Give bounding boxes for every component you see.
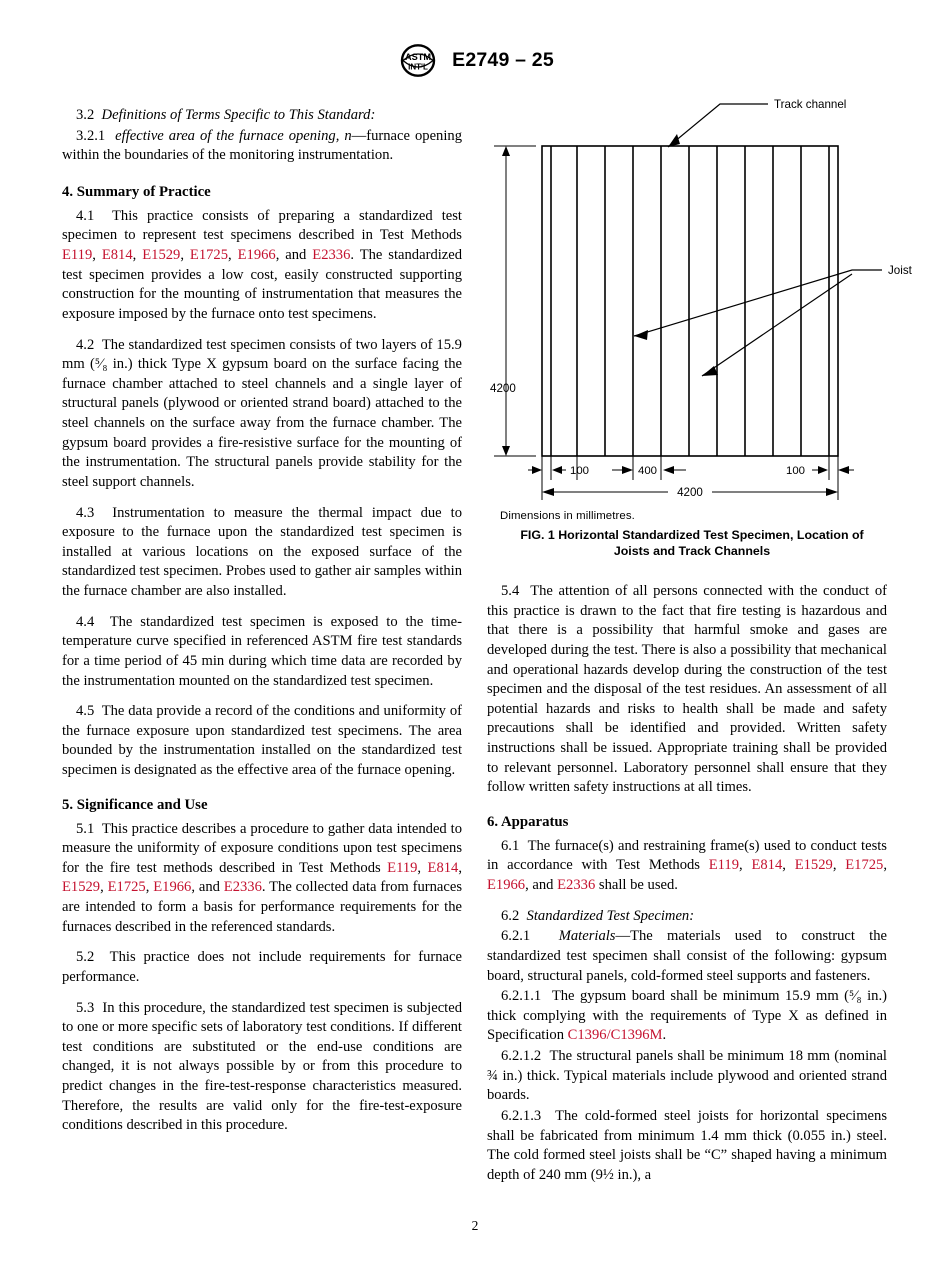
clause-5-1-number: 5.1 [76,820,95,837]
clause-5-1-text-b: . The collected data from furnaces are intended to form a basis for performance requirements for the furnaces described in the referenced standards. [62,879,463,935]
ref-e2336[interactable]: E2336 [312,247,351,264]
clause-4-4 [62,613,462,692]
svg-text:ASTM: ASTM [405,52,432,62]
figure-dim-spacing: 400 [638,465,658,477]
clause-4-3-number: 4.3 [76,504,95,521]
ref-e814[interactable]: E814 [751,857,783,874]
figure-1 [472,88,912,560]
clause-5-2-number: 5.2 [76,949,95,966]
clause-6-2-1-1 [487,987,887,1046]
clause-5-4-number: 5.4 [501,583,520,599]
clause-6-2-1-number: 6.2.1 [501,928,531,945]
ref-e119[interactable]: E119 [387,859,418,876]
figure-dim-height: 4200 [490,382,516,395]
clause-6-2 [487,907,887,927]
ref-e814[interactable]: E814 [427,859,459,876]
clause-3-2-1 [62,127,462,166]
figure-caption [486,527,898,560]
clause-5-1: 5.1 This practice describes a procedure to gather data intended to measure the uniformity of exposure conditions upon test specimens for the fire test methods described in Test Methods E119, E814, E1529, E1725, E1966, and E2336. The collected data from furnaces are intended to form a basis for performance requirements for the furnaces described in the referenced standards. [62,820,463,935]
figure-1-drawing [472,88,912,508]
clause-6-2-1-term: Materials [558,928,616,945]
clause-6-2-1-1-number: 6.2.1.1 [501,988,542,1005]
standard-designation: E2749 – 25 [452,49,554,71]
clause-6-1-text-a: The furnace(s) and restraining frame(s) used to conduct tests in accordance with Test Methods [487,837,887,874]
clause-4-5-number: 4.5 [76,703,95,720]
page-number: 2 [471,1218,479,1233]
clause-4-1-text-a: This practice consists of preparing a standardized test specimen to represent test specimens described in Test Methods [62,207,462,244]
left-column [62,106,462,1137]
figure-dim-width: 4200 [677,486,703,499]
clause-6-2-1-1-text-b: . [662,1027,667,1044]
svg-text:INT'L: INT'L [408,62,428,72]
clause-6-1-number: 6.1 [501,837,520,854]
ref-e2336[interactable]: E2336 [557,877,596,894]
clause-6-1-text-b: shall be used. [595,877,678,894]
clause-3-2 [62,106,462,126]
heading-significance-and-use: 5. Significance and Use [62,796,208,813]
clause-4-4-text: The standardized test specimen is exposed to the time-temperature curve specified in referenced ASTM fire test standards for a time period of 45 min during which time data are recorded by the instrumentation mounted on the standardized test specimen. [62,613,462,689]
figure-caption-line-1: FIG. 1 Horizontal Standardized Test Specimen, Location of [520,528,864,542]
ref-e1529[interactable]: E1529 [62,879,101,896]
clause-6-1: 6.1 The furnace(s) and restraining frame(s) used to conduct tests in accordance with Test Methods E119, E814, E1529, E1725, E1966, and E2336 shall be used. [487,837,888,894]
figure-label-joist: Joist [888,264,912,277]
clause-6-2-1-2-text: The structural panels shall be minimum 18 mm (nominal ¾ in.) thick. Typical materials include plywood and oriented strand boards. [487,1048,887,1104]
clause-6-2-1-3-text: The cold-formed steel joists for horizontal specimens shall be fabricated from minimum 1.4 mm thick (0.055 in.) steel. The cold formed steel joists shall be “C” shaped having a minimum depth of 240 mm (9½ in.), a [487,1107,887,1183]
figure-label-track-channel: Track channel [774,98,847,111]
ref-e2336[interactable]: E2336 [223,879,262,896]
clause-5-1-text-a: This practice describes a procedure to gather data intended to measure the uniformity of exposure conditions upon test specimens for the fire test methods described in Test Methods [62,820,462,876]
heading-apparatus: 6. Apparatus [487,813,569,830]
clause-6-2-1-2 [487,1047,887,1106]
ref-e119[interactable]: E119 [62,247,93,264]
ref-e1725[interactable]: E1725 [107,879,146,896]
clause-5-3-text: In this procedure, the standardized test specimen is subjected to one or more specific sets of laboratory test conditions. If different test conditions are substituted or the end-use conditions are changed, it is not always possible by or from this procedure to predict changes in the fire-test-response characteristics measured. Therefore, the results are valid only for the fire-test-exposure conditions described in this procedure. [62,999,463,1134]
clause-4-5-text: The data provide a record of the conditions and uniformity of the furnace exposure upon standardized test specimens. The area bounded by the instrumentation installed on the standardized test specimen is designated as the effective area of the furnace opening. [62,703,462,779]
clause-6-2-1-3 [487,1107,887,1186]
clause-6-2-1-3-number: 6.2.1.3 [501,1107,542,1124]
ref-e1966[interactable]: E1966 [487,877,526,894]
clause-5-4 [487,582,887,798]
clause-3-2-1-number: 3.2.1 [76,127,106,144]
clause-5-3 [62,999,462,1136]
clause-4-1-text-b: . The standardized test specimen provides a low cost, easily constructed supporting construction for the mounting of instrumentation that measures the exposure imposed by the furnace onto test specimens. [62,247,463,322]
ref-e1966[interactable]: E1966 [153,879,192,896]
clause-5-3-number: 5.3 [76,999,95,1016]
clause-6-2-1-1-text-a: The gypsum board shall be minimum 15.9 mm (⁵⁄₈ in.) thick complying with the requirements of Type X as defined in Specification [487,988,887,1044]
clause-4-3-text: Instrumentation to measure the thermal impact due to exposure to the furnace upon the standardized test specimen is installed at various locations on the exposed surface of the standardized test specimen. Probes used to gather air samples within the furnace chamber are also installed. [62,504,462,600]
ref-e1966[interactable]: E1966 [237,247,276,264]
figure-caption-line-2: Joists and Track Channels [613,544,771,559]
clause-5-2-text: This practice does not include requirements for furnace performance. [62,949,462,985]
clause-4-1-number: 4.1 [76,207,95,224]
clause-6-2-title: Standardized Test Specimen: [526,907,695,924]
heading-summary-of-practice: 4. Summary of Practice [62,183,211,200]
ref-e119[interactable]: E119 [708,857,740,874]
clause-4-1: 4.1 This practice consists of preparing a standardized test specimen to represent test specimens described in Test Methods E119, E814, E1529, E1725, E1966, and E2336. The standardized test specimen provides a low cost, easily constructed supporting construction for the mounting of instrumentation that measures the exposure imposed by the furnace onto test specimens. [62,207,463,322]
clause-3-2-title: Definitions of Terms Specific to This Standard: [101,107,376,123]
figure-dim-left-edge: 100 [570,465,590,477]
clause-3-2-1-term: effective area of the furnace opening, n [115,127,352,144]
clause-6-2-1-body: —The materials used to construct the standardized test specimen shall consist of the following: gypsum board, structural panels, cold-formed steel supports and fasteners. [487,928,888,984]
clause-6-2-1 [487,927,887,986]
page-header [0,44,950,77]
ref-e814[interactable]: E814 [101,247,133,264]
right-column [487,582,887,1186]
clause-4-3 [62,504,462,602]
figure-note: Dimensions in millimetres. [500,510,635,522]
ref-e1529[interactable]: E1529 [142,247,181,264]
clause-6-2-1-2-number: 6.2.1.2 [501,1048,542,1065]
clause-4-5 [62,702,462,781]
clause-6-2-number: 6.2 [501,907,520,924]
clause-4-4-number: 4.4 [76,613,95,630]
ref-e1529[interactable]: E1529 [794,857,833,874]
clause-3-2-number: 3.2 [76,107,95,123]
clause-3-2-1-body: —furnace opening within the boundaries of the monitoring instrumentation. [62,127,462,164]
clause-4-2 [62,336,462,493]
clause-4-2-number: 4.2 [76,336,95,353]
ref-c1396[interactable]: C1396/C1396M [567,1027,663,1044]
ref-e1725[interactable]: E1725 [845,857,884,874]
clause-5-2 [62,948,462,987]
ref-e1725[interactable]: E1725 [189,247,229,264]
astm-logo-icon [396,44,440,77]
figure-dim-right-edge: 100 [786,465,806,477]
clause-4-2-text: The standardized test specimen consists of two layers of 15.9 mm (⁵⁄₈ in.) thick Type X gypsum board on the surface facing the furnace chamber attached to steel channels and a single layer of structural panels (plywood or oriented strand board) attached to the steel channels on the surface away from the furnace chamber. The gypsum board provides a fire-resistive surface for the mounting of the instrumentation. The structural panels provide stability for the steel support channels. [62,336,462,490]
clause-5-4-text: The attention of all persons connected with the conduct of this practice is drawn to the fact that fire testing is hazardous and that there is a possibility that harmful smoke and gases are developed during the test. There is also a possibility that mechanical and operational hazards develop during the construction of the test specimen and the disposal of the test residues. An assessment of all potential hazards and risks to health shall be made and safety precautions shall be identified and provided. Written safety instructions shall be issued. Appropriate training shall be provided to relevant personnel. Laboratory personnel shall ensure that they follow written safety instructions at all times. [487,583,887,796]
